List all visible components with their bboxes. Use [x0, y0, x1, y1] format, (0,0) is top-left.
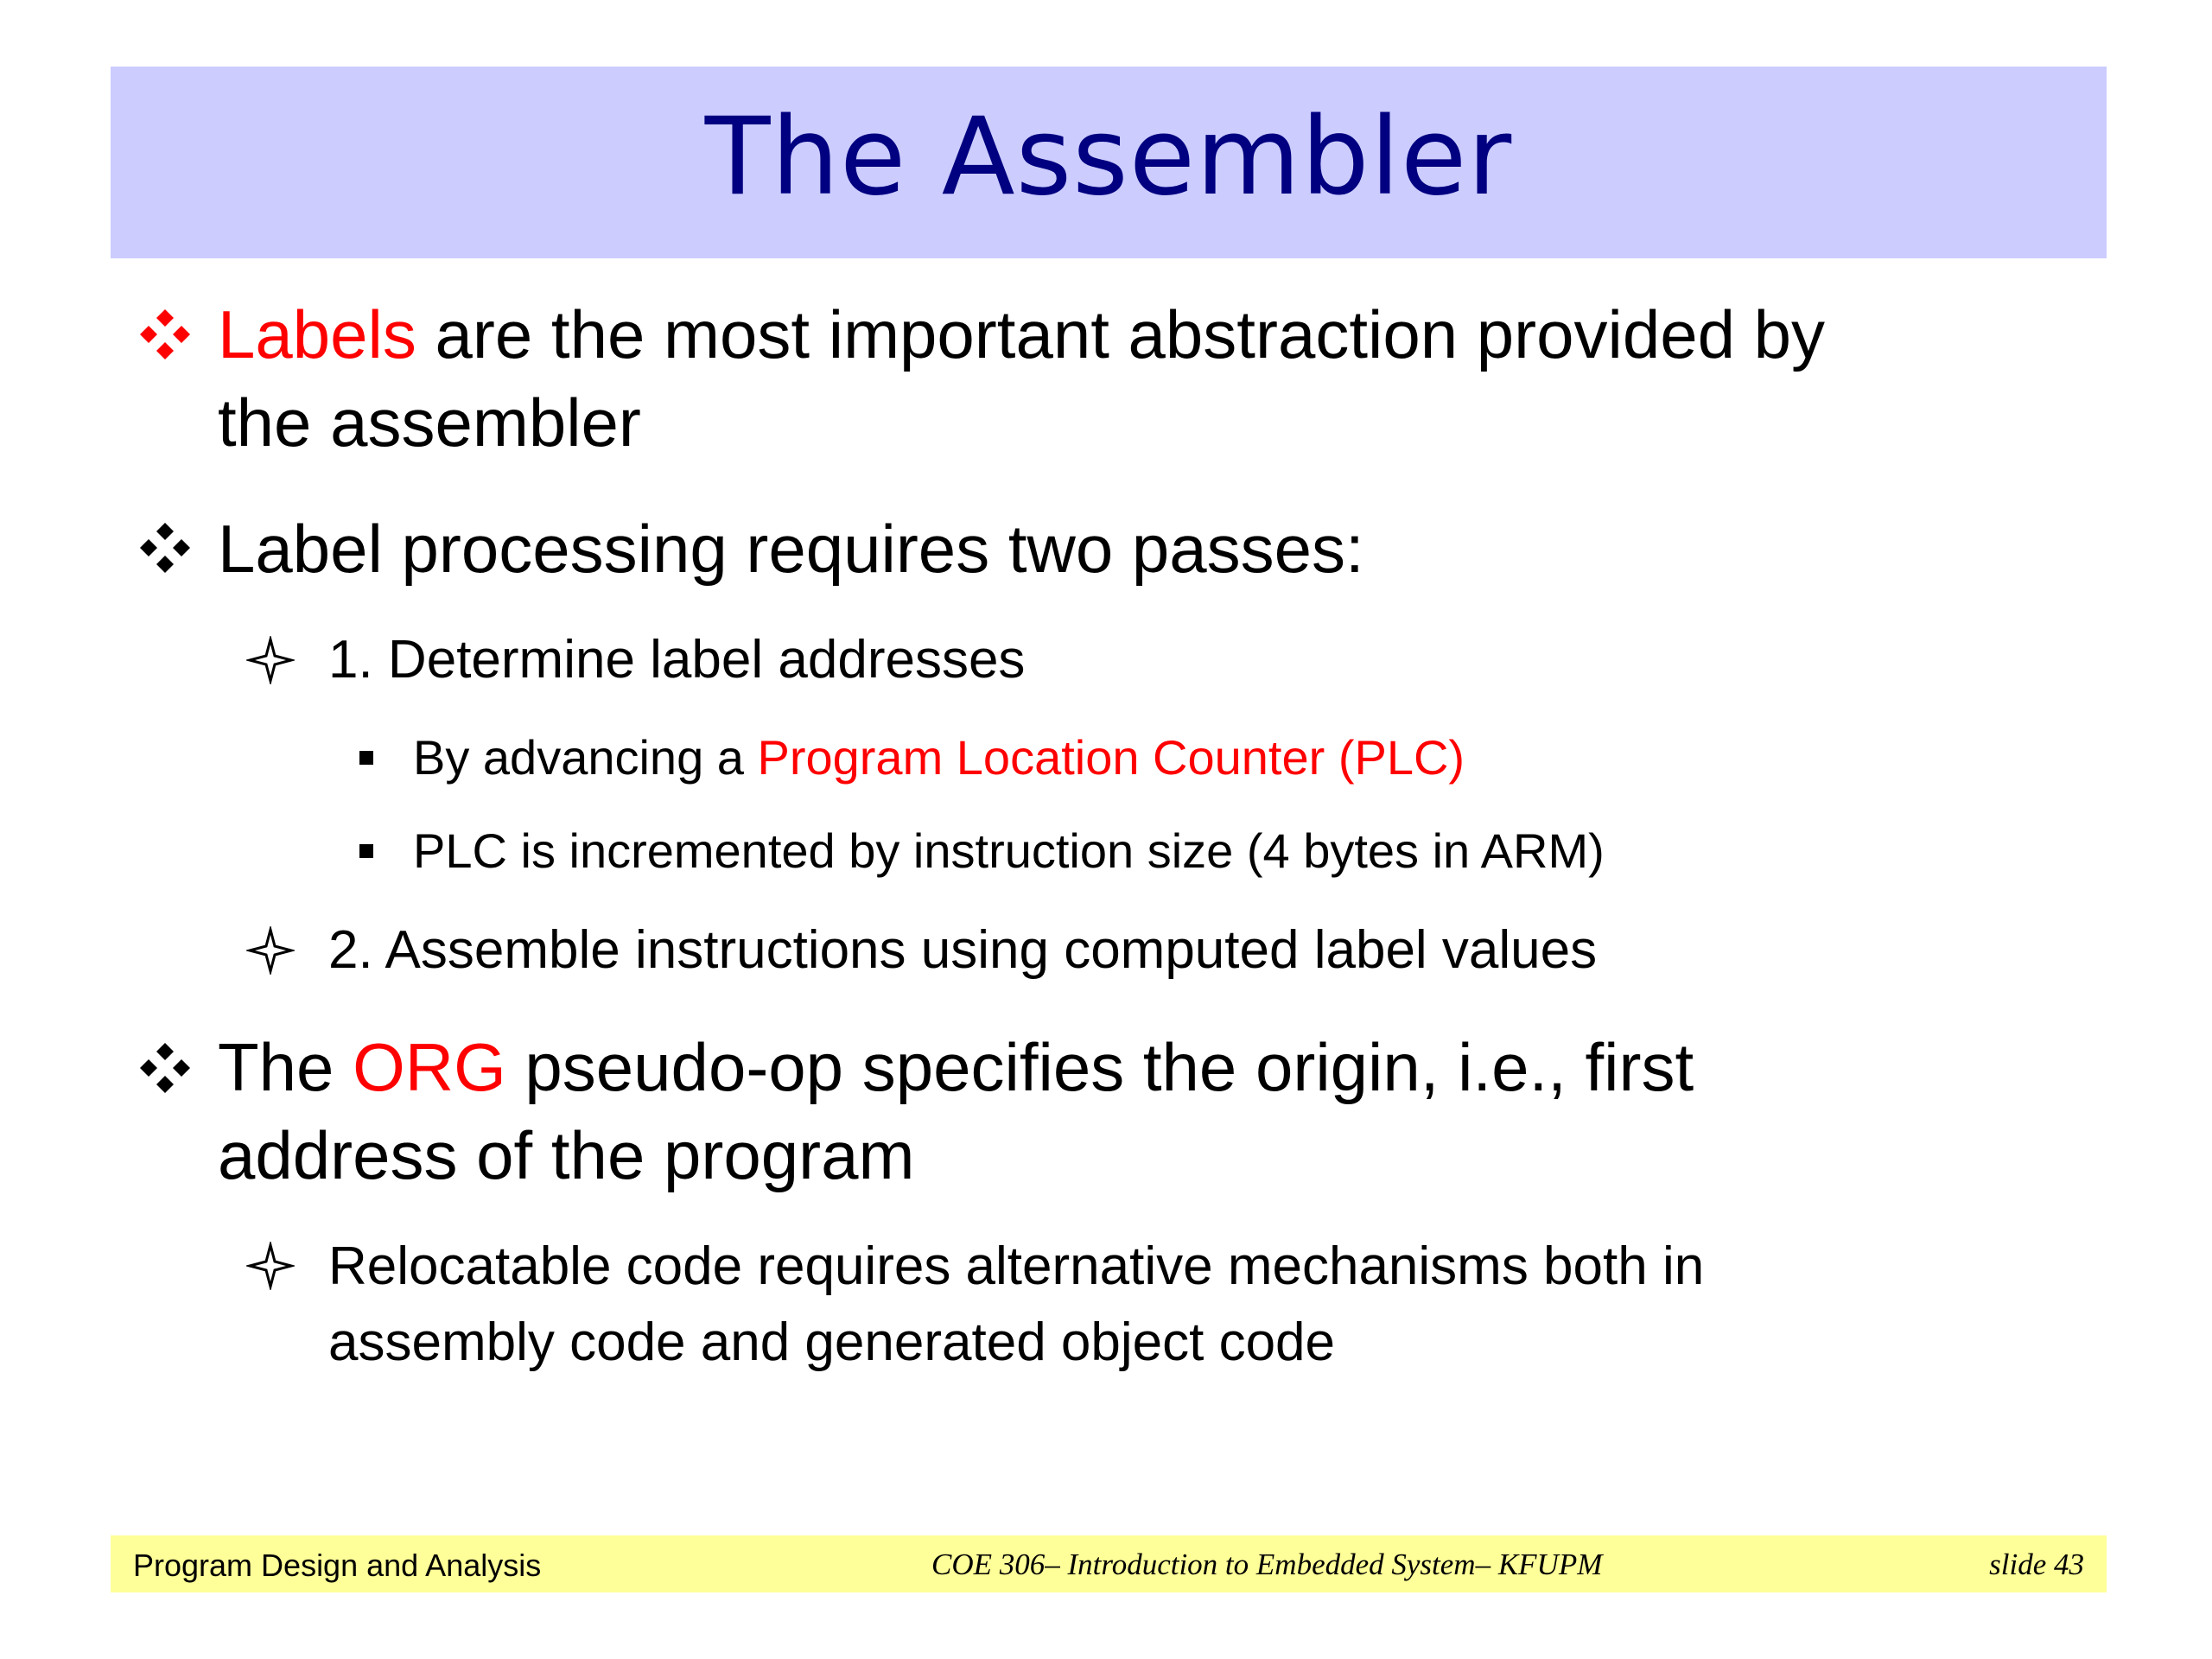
sub-bullet-relocatable-line2: assembly code and generated object code — [328, 1313, 1336, 1372]
star-bullet-icon — [246, 636, 295, 684]
bullet-label-processing: Label processing requires two passes: — [218, 511, 1364, 587]
subsub-bullet-advancing — [413, 729, 1465, 785]
star-bullet-icon — [246, 1242, 295, 1290]
sub-bullet-relocatable-line1: Relocatable code requires alternative mechanisms both in — [328, 1236, 1705, 1296]
footer-slide-number: slide 43 — [1989, 1548, 2084, 1581]
sub-bullet-assemble: 2. Assemble instructions using computed label values — [328, 920, 1598, 980]
square-bullet-icon — [359, 751, 373, 765]
labels-rest: are the most important abstraction provided by — [416, 296, 1826, 372]
footer-course: COE 306– Introduction to Embedded System– KFUPM — [931, 1548, 1603, 1581]
square-bullet-icon — [359, 844, 373, 858]
org-highlight: ORG — [353, 1029, 506, 1105]
bullet-org-line2: address of the program — [218, 1117, 915, 1193]
slide-title: The Assembler — [704, 95, 1513, 219]
subsub-bullet-plc: PLC is incremented by instruction size (4 bytes in ARM) — [413, 823, 1605, 878]
diamond-bullet-icon — [138, 308, 192, 361]
bullet-org-line1 — [218, 1028, 1694, 1107]
title-bar — [111, 67, 2107, 258]
diamond-bullet-icon — [138, 1041, 192, 1095]
star-bullet-icon — [246, 926, 295, 975]
org-rest: pseudo-op specifies the origin, i.e., first — [505, 1029, 1694, 1105]
advancing-prefix: By advancing a — [413, 730, 758, 785]
bullet-labels-line1 — [218, 296, 1825, 374]
org-prefix: The — [218, 1029, 353, 1105]
plc-highlight: Program Location Counter (PLC) — [757, 730, 1465, 785]
bullet-labels-line2: the assembler — [218, 385, 641, 461]
footer-section-title: Program Design and Analysis — [133, 1548, 542, 1583]
labels-highlight: Labels — [218, 296, 416, 372]
sub-bullet-determine: 1. Determine label addresses — [328, 630, 1026, 690]
diamond-bullet-icon — [138, 521, 192, 575]
footer-bar — [111, 1535, 2107, 1592]
